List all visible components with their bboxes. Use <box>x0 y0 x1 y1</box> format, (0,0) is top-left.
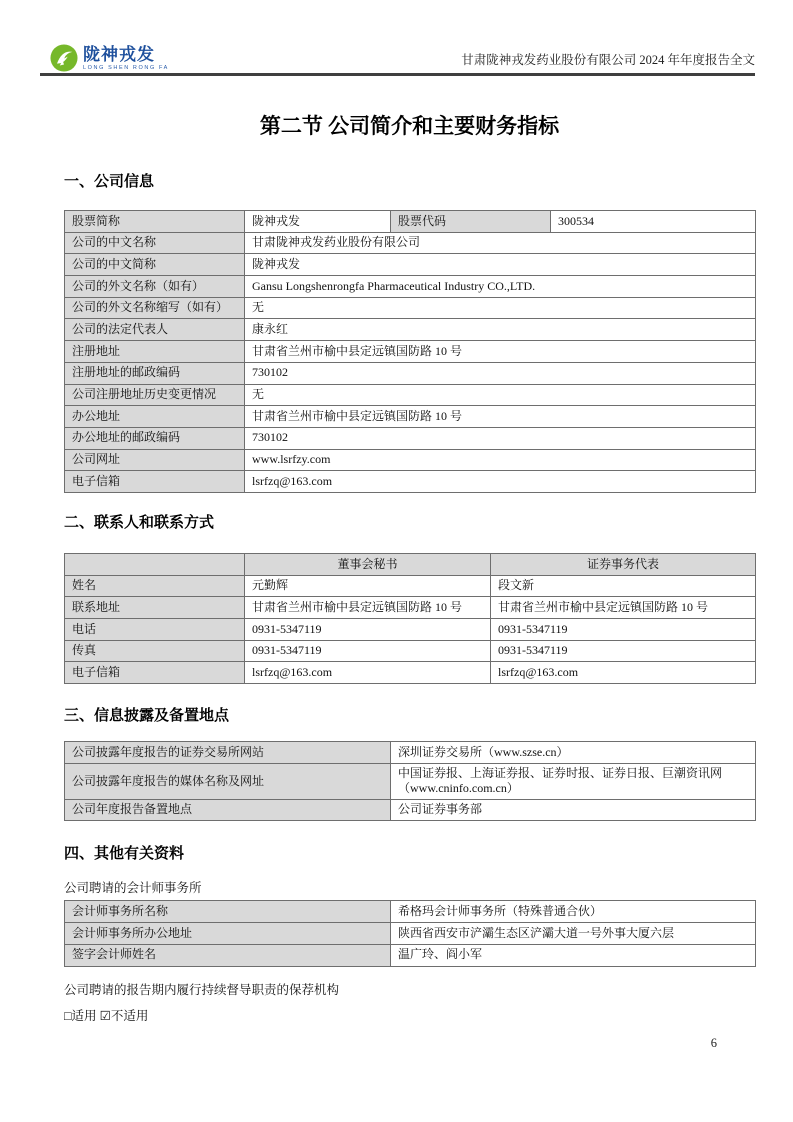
table-cell: 公司的中文名称 <box>65 232 245 254</box>
table-row <box>65 254 756 276</box>
table-row <box>65 944 756 966</box>
table-row <box>65 362 756 384</box>
table-cell: 温广玲、阎小军 <box>391 944 756 966</box>
table-cell: 300534 <box>551 211 756 233</box>
table-cell: 电话 <box>65 619 245 641</box>
table-cell: 会计师事务所名称 <box>65 901 391 923</box>
logo-brand-cn: 陇神戎发 <box>83 45 155 64</box>
table-row <box>65 553 756 575</box>
table-cell: 公司年度报告备置地点 <box>65 799 391 821</box>
table-cell: 公司的外文名称缩写（如有） <box>65 297 245 319</box>
table-cell: Gansu Longshenrongfa Pharmaceutical Industry CO.,LTD. <box>245 276 756 298</box>
table-cell: 希格玛会计师事务所（特殊普通合伙） <box>391 901 756 923</box>
heading-contacts: 二、联系人和联系方式 <box>64 513 215 531</box>
table-row <box>65 232 756 254</box>
table-cell: 甘肃省兰州市榆中县定远镇国防路 10 号 <box>491 597 756 619</box>
table-row <box>65 341 756 363</box>
page-content <box>0 77 793 1024</box>
table-row <box>65 427 756 449</box>
table-cell: 陇神戎发 <box>245 211 391 233</box>
table-row <box>65 276 756 298</box>
page-header <box>0 0 793 77</box>
table-row <box>65 901 756 923</box>
table-row <box>65 384 756 406</box>
table-cell: 电子信箱 <box>65 662 245 684</box>
table-row <box>65 471 756 493</box>
table-cell: 康永红 <box>245 319 756 341</box>
table-row <box>65 449 756 471</box>
disclosure-table <box>64 741 756 821</box>
table-cell: 注册地址 <box>65 341 245 363</box>
table-cell: 0931-5347119 <box>491 640 756 662</box>
table-row <box>65 297 756 319</box>
applicability-checkboxes: □适用 ☑不适用 <box>64 1008 149 1023</box>
accounting-firm-table <box>64 900 756 966</box>
table-cell: 段文新 <box>491 575 756 597</box>
table-cell: lsrfzq@163.com <box>245 471 756 493</box>
contacts-table <box>64 553 756 684</box>
table-row <box>65 597 756 619</box>
heading-other-info: 四、其他有关资料 <box>64 845 185 863</box>
table-cell <box>65 553 245 575</box>
company-info-table <box>64 210 756 493</box>
sponsor-intro: 公司聘请的报告期内履行持续督导职责的保荐机构 <box>64 982 340 997</box>
table-cell: 陇神戎发 <box>245 254 756 276</box>
table-cell: 730102 <box>245 427 756 449</box>
table-cell: 签字会计师姓名 <box>65 944 391 966</box>
table-cell: 深圳证券交易所（www.szse.cn） <box>391 742 756 764</box>
page-number: 6 <box>710 1036 717 1050</box>
table-cell: 甘肃省兰州市榆中县定远镇国防路 10 号 <box>245 597 491 619</box>
table-cell: 无 <box>245 384 756 406</box>
table-cell: 办公地址 <box>65 406 245 428</box>
table-row <box>65 662 756 684</box>
table-row <box>65 763 756 799</box>
table-cell: 中国证券报、上海证券报、证券时报、证券日报、巨潮资讯网（www.cninfo.com.cn） <box>391 763 756 799</box>
header-divider <box>40 73 755 76</box>
table-cell: 股票代码 <box>391 211 551 233</box>
table-cell: 公司披露年度报告的媒体名称及网址 <box>65 763 391 799</box>
table-cell: 姓名 <box>65 575 245 597</box>
table-cell: 电子信箱 <box>65 471 245 493</box>
section-main-title: 第二节 公司简介和主要财务指标 <box>259 114 560 138</box>
table-cell: lsrfzq@163.com <box>491 662 756 684</box>
table-cell: 联系地址 <box>65 597 245 619</box>
table-cell: 办公地址的邮政编码 <box>65 427 245 449</box>
logo-bird-icon <box>50 44 78 72</box>
table-cell: 陕西省西安市浐灞生态区浐灞大道一号外事大厦六层 <box>391 923 756 945</box>
company-logo <box>50 44 169 72</box>
table-cell: 0931-5347119 <box>245 640 491 662</box>
logo-text-block <box>83 44 169 71</box>
table-cell: 证券事务代表 <box>491 553 756 575</box>
table-row <box>65 742 756 764</box>
table-cell: 注册地址的邮政编码 <box>65 362 245 384</box>
document-header-title: 甘肃陇神戎发药业股份有限公司 2024 年年度报告全文 <box>461 53 755 67</box>
table-cell: 公司注册地址历史变更情况 <box>65 384 245 406</box>
table-cell: 公司网址 <box>65 449 245 471</box>
table-cell: 公司证券事务部 <box>391 799 756 821</box>
logo-brand-en: LONG SHEN RONG FA <box>83 65 169 71</box>
table-row <box>65 319 756 341</box>
table-row <box>65 619 756 641</box>
table-cell: 公司的外文名称（如有） <box>65 276 245 298</box>
heading-company-info: 一、公司信息 <box>64 173 155 190</box>
table-cell: 730102 <box>245 362 756 384</box>
table-cell: 甘肃省兰州市榆中县定远镇国防路 10 号 <box>245 406 756 428</box>
table-cell: 无 <box>245 297 756 319</box>
accounting-firm-intro: 公司聘请的会计师事务所 <box>64 881 202 896</box>
table-cell: 公司的中文简称 <box>65 254 245 276</box>
table-cell: 0931-5347119 <box>245 619 491 641</box>
table-cell: 会计师事务所办公地址 <box>65 923 391 945</box>
table-cell: 甘肃陇神戎发药业股份有限公司 <box>245 232 756 254</box>
table-cell: www.lsrfzy.com <box>245 449 756 471</box>
table-cell: 甘肃省兰州市榆中县定远镇国防路 10 号 <box>245 341 756 363</box>
table-cell: 传真 <box>65 640 245 662</box>
table-cell: 公司披露年度报告的证券交易所网站 <box>65 742 391 764</box>
table-cell: 董事会秘书 <box>245 553 491 575</box>
table-row <box>65 640 756 662</box>
table-cell: 0931-5347119 <box>491 619 756 641</box>
table-cell: 公司的法定代表人 <box>65 319 245 341</box>
table-cell: 股票简称 <box>65 211 245 233</box>
table-row <box>65 799 756 821</box>
heading-disclosure: 三、信息披露及备置地点 <box>64 707 230 725</box>
table-row <box>65 406 756 428</box>
table-row <box>65 211 756 233</box>
table-row <box>65 575 756 597</box>
table-cell: 元勤辉 <box>245 575 491 597</box>
table-cell: lsrfzq@163.com <box>245 662 491 684</box>
table-row <box>65 923 756 945</box>
